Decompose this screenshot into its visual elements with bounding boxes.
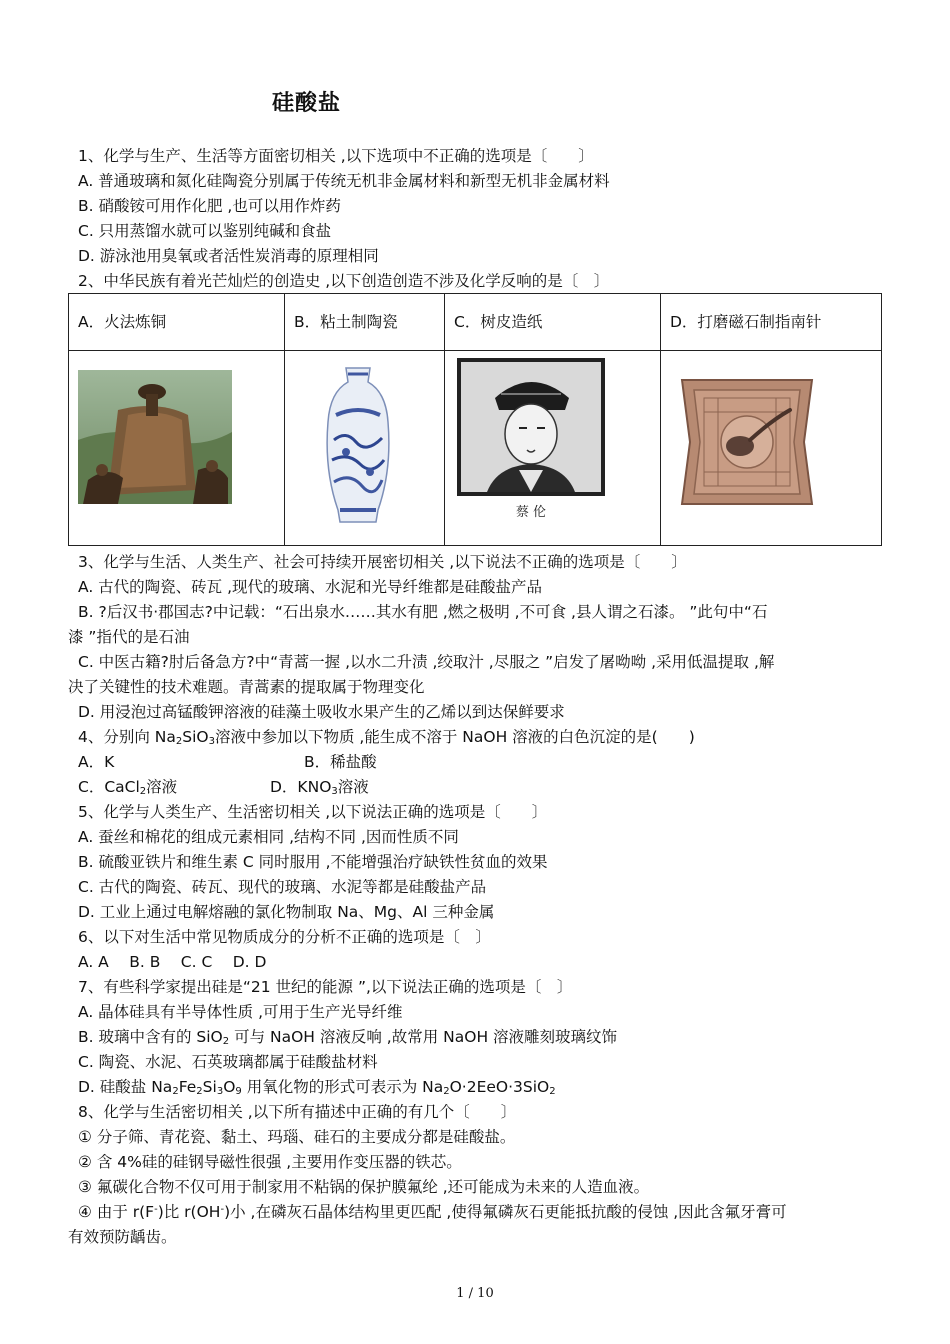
page-number: 1 / 10 <box>456 1286 494 1301</box>
question-3-option-b: B. ?后汉书·郡国志?中记载：“石出泉水……其水有肥 ,燃之极明 ,不可食 ,县人谓之石漆。 ”此句中“石 <box>78 603 768 621</box>
question-2-stem: 2、中华民族有着光芒灿烂的创造史 ,以下创造创造不涉及化学反响的是〔 〕 <box>78 272 610 290</box>
page-title: 硅酸盐 <box>272 91 342 116</box>
question-1-option-c: C. 只用蒸馏水就可以鉴别纯碱和食盐 <box>78 222 332 240</box>
option-b-label: B．粘土制陶瓷 <box>294 313 398 331</box>
option-d-label: D．打磨磁石制指南针 <box>670 313 822 331</box>
question-3-option-b-cont: 漆 ”指代的是石油 <box>68 628 190 646</box>
copper-smelting-image <box>78 370 232 504</box>
question-8-item-4-cont: 有效预防龋齿。 <box>68 1228 177 1246</box>
question-8-item-1: ① 分子筛、青花瓷、黏土、玛瑙、硅石的主要成分都是硅酸盐。 <box>78 1128 516 1146</box>
question-5-option-b: B. 硫酸亚铁片和维生素 C 同时服用 ,不能增强治疗缺铁性贫血的效果 <box>78 853 548 871</box>
question-7-option-d: D. 硅酸盐 $Na_2Fe_2Si_3O_9$ 用氧化物的形式可表示为 $Na_2O\cdot 2EeO\cdot 3SiO_2$ <box>78 1078 556 1097</box>
option-c-label: C．树皮造纸 <box>454 313 543 331</box>
question-5-option-d: D. 工业上通过电解熔融的氯化物制取 Na、Mg、Al 三种金属 <box>78 903 495 921</box>
q4-option-d: D．$KNO_3$溶液 <box>270 778 369 797</box>
question-3-option-c-cont: 决了关键性的技术难题。青蒿素的提取属于物理变化 <box>68 678 425 696</box>
question-8-item-4: ④ 由于 r(F-)比 r(OH-)小 ,在磷灰石晶体结构里更匹配 ,使得氟磷灰石更能抵抗酸的侵蚀 ,因此含氟牙膏可 <box>78 1203 787 1221</box>
question-6-options: A. A B. B C. C D. D <box>78 953 267 971</box>
question-3-option-c: C. 中医古籍?肘后备急方?中“青蒿一握 ,以水二升渍 ,绞取汁 ,尽服之 ”启发了屠呦呦 ,采用低温提取 ,解 <box>78 653 775 671</box>
question-5-option-c: C. 古代的陶瓷、砖瓦、现代的玻璃、水泥等都是硅酸盐产品 <box>78 878 487 896</box>
question-4-stem: 4、分别向 $Na_2SiO_3$溶液中参加以下物质 ,能生成不溶于 NaOH 溶液的白色沉淀的是( ) <box>78 728 695 747</box>
question-5-option-a: A. 蚕丝和棉花的组成元素相同 ,结构不同 ,因而性质不同 <box>78 828 459 846</box>
question-8-stem: 8、化学与生活密切相关 ,以下所有描述中正确的有几个〔 〕 <box>78 1103 517 1121</box>
q4-option-b: B．稀盐酸 <box>304 753 377 771</box>
portrait-caption: 蔡 伦 <box>515 505 547 520</box>
question-3-option-d: D. 用浸泡过高锰酸钾溶液的硅藻土吸收水果产生的乙烯以到达保鲜要求 <box>78 703 565 721</box>
question-5-stem: 5、化学与人类生产、生活密切相关 ,以下说法正确的选项是〔 〕 <box>78 803 548 821</box>
question-8-item-3: ③ 氟碳化合物不仅可用于制家用不粘锅的保护膜氟纶 ,还可能成为未来的人造血液。 <box>78 1178 650 1196</box>
question-2-table <box>68 293 882 546</box>
q4-option-a: A．K <box>78 753 115 771</box>
question-1-option-b: B. 硝酸铵可用作化肥 ,也可以用作炸药 <box>78 197 341 215</box>
question-8-item-2: ② 含 4%硅的硅钢导磁性很强 ,主要用作变压器的铁芯。 <box>78 1153 462 1171</box>
question-1-stem: 1、化学与生产、生活等方面密切相关 ,以下选项中不正确的选项是〔 〕 <box>78 147 594 165</box>
question-1-option-d: D. 游泳池用臭氧或者活性炭消毒的原理相同 <box>78 247 379 265</box>
cai-lun-portrait-image <box>457 358 605 524</box>
question-7-option-a: A. 晶体硅具有半导体性质 ,可用于生产光导纤维 <box>78 1003 403 1021</box>
question-4-options-cd <box>78 777 888 797</box>
option-a-label: A．火法炼铜 <box>78 313 167 331</box>
q4-option-c: C．CaCl$_2$溶液 <box>78 778 178 797</box>
question-7-option-c: C. 陶瓷、水泥、石英玻璃都属于硅酸盐材料 <box>78 1053 378 1071</box>
question-3-option-a: A. 古代的陶瓷、砖瓦 ,现代的玻璃、水泥和光导纤维都是硅酸盐产品 <box>78 578 543 596</box>
question-6-stem: 6、以下对生活中常见物质成分的分析不正确的选项是〔 〕 <box>78 928 491 946</box>
question-4-options-ab <box>78 752 888 772</box>
question-7-option-b: B. 玻璃中含有的 SiO$_2$ 可与 NaOH 溶液反响 ,故常用 NaOH 溶液雕刻玻璃纹饰 <box>78 1028 618 1047</box>
porcelain-vase-image <box>316 360 400 530</box>
compass-image <box>672 372 822 512</box>
question-3-stem: 3、化学与生活、人类生产、社会可持续开展密切相关 ,以下说法不正确的选项是〔 〕 <box>78 553 687 571</box>
question-7-stem: 7、有些科学家提出硅是“21 世纪的能源 ”,以下说法正确的选项是〔 〕 <box>78 978 573 996</box>
question-1-option-a: A. 普通玻璃和氮化硅陶瓷分别属于传统无机非金属材料和新型无机非金属材料 <box>78 172 610 190</box>
